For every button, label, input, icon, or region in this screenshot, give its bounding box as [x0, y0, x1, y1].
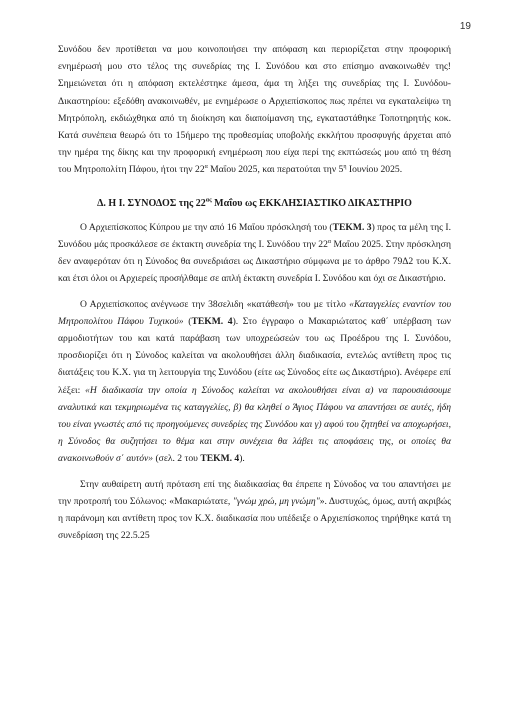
paragraph-1: Συνόδου δεν προτίθεται να μου κοινοποιήσει την απόφαση και περιορίζεται στην προφορική ενημέρωσή μου στο τέλος της συνεδρίας της Ι. Συνόδου και στο επίσημο ανακοινωθέν της! Σημειώνεται ότι η απόφαση εκτελέστηκε άμεσα, άμα τη λήξει της συνεδρίας της Ι. Συνόδου-Δικαστηρίου: εξεδόθη ανακοινωθέν, με ενημέρωσε ο Αρχιεπίσκοπος πως πρέπει να εγκαταλείψω τη Μητρόπολη, εκδιώχθηκα από τη διοίκηση και διαποίμανση της, εγκαταστάθηκε Τοποτηρητής κοκ. Κατά συνέπεια θεωρώ ότι το 15ήμερο της προθεσμίας υποβολής εκκλήτου προσφυγής άρχεται από την ημέρα της δίκης και την προφορική ενημέρωση που είχα περί της εκπτώσεώς μου από τη θέση του Μητροπολίτη Πάφου, ήτοι την $22^\alpha$ Μαΐου 2025, και περατούται την $5^\eta$ Ιουνίου 2025. [58, 44, 451, 176]
paragraph-4: Στην αυθαίρετη αυτή πρόταση επί της διαδικασίας θα έπρεπε η Σύνοδος να του απαντήσει με την προτροπή του Σόλωνος: «Μακαριώτατε, "γνώμ χρώ, μη γνώμη"». Δυστυχώς, όμως, αυτή ακριβώς η παράνομη και αντίθετη προς τον Κ.Χ. διαδικασία που υπέδειξε ο Αρχιεπίσκοπος τηρήθηκε κατά τη συνεδρίαση της 22.5.25 [58, 478, 451, 542]
exhibit-ref: ΤΕΚΜ. 4 [191, 315, 233, 327]
paragraph-3: Ο Αρχιεπίσκοπος ανέγνωσε την 38σελιδη «κατάθεσή» του με τίτλο «Καταγγελίες εναντίον του Μητροπολίτου Πάφου Τυχικού» (ΤΕΚΜ. 4). Στο έγγραφο ο Μακαριώτατος καθ΄ υπέρβαση των αρμοδιοτήτων του και κατά παράβαση των υποχρεώσεών του ως Προέδρου της Ι. Συνόδου, προσδιορίζει ότι η Σύνοδος καλείται να ακολουθήσει άλλη διαδικασία, εντελώς αντίθετη προς τις διατάξεις του Κ.Χ. για τη λειτουργία της Συνόδου (είτε ως Σύνοδος είτε ως Δικαστήριο). Ανέφερε επί λέξει: «Η διαδικασία την οποία η Σύνοδος καλείται να ακολουθήσει είναι α) να παρουσιάσουμε αναλυτικά και τεκμηριωμένα τις καταγγελίες, β) θα κληθεί ο Άγιος Πάφου να απαντήσει σε αυτές, ήδη του είναι γνωστές από τις προηγούμενες συνεδρίες της Συνόδου και γ) αφού του ζητηθεί να αποχωρήσει, η Σύνοδος θα συζητήσει το θέμα και στην συνέχεια θα λάβει τις αποφάσεις της, οι οποίες θα ανακοινωθούν σ΄ αυτόν» (σελ. 2 του ΤΕΚΜ. 4). [58, 298, 452, 465]
exhibit-ref: ΤΕΚΜ. 4 [200, 453, 240, 465]
section-heading: Δ. Η Ι. ΣΥΝΟΔΟΣ της $22^{\alpha\varsigma}$ Μαΐου ως ΕΚΚΛΗΣΙΑΣΤΙΚΟ ΔΙΚΑΣΤΗΡΙΟ [97, 197, 412, 209]
paragraph-2: Ο Αρχιεπίσκοπος Κύπρου με την από 16 Μαΐου πρόσκλησή του (ΤΕΚΜ. 3) προς τα μέλη της Ι. Συνόδου μάς προσκάλεσε σε έκτακτη συνεδρία της Ι. Συνόδου την $22^\alpha$ Μαΐου 2025. Στην πρόσκληση δεν αναφερόταν ότι η Σύνοδος θα συνεδριάσει ως Δικαστήριο σύμφωνα με το άρθρο 79Δ2 του Κ.Χ. και έτσι όλοι οι Αρχιερείς προσήλθαμε σε απλή έκτακτη συνεδρία Ι. Συνόδου και όχι σε Δικαστήριο. [58, 221, 451, 285]
page-number: 19 [459, 21, 471, 32]
solon-quote: "γνώμ χρώ, μη γνώμη" [232, 495, 320, 507]
document-body [58, 41, 451, 544]
block-quote: «Η διαδικασία την οποία η Σύνοδος καλείται να ακολουθήσει είναι α) να παρουσιάσουμε αναλυτικά και τεκμηριωμένα τις καταγγελίες, β) θα κληθεί ο Άγιος Πάφου να απαντήσει σε αυτές, ήδη του είναι γνωστές από τις προηγούμενες συνεδρίες της Συνόδου και γ) αφού του ζητηθεί να αποχωρήσει, η Σύνοδος θα συζητήσει το θέμα και στην συνέχεια θα λάβει τις αποφάσεις της, οι οποίες θα ανακοινωθούν σ΄ αυτόν» [58, 384, 451, 465]
document-title: «Καταγγελίες εναντίον του Μητροπολίτου Πάφου Τυχικού» [58, 298, 452, 327]
exhibit-ref: ΤΕΚΜ. 3 [332, 221, 372, 233]
